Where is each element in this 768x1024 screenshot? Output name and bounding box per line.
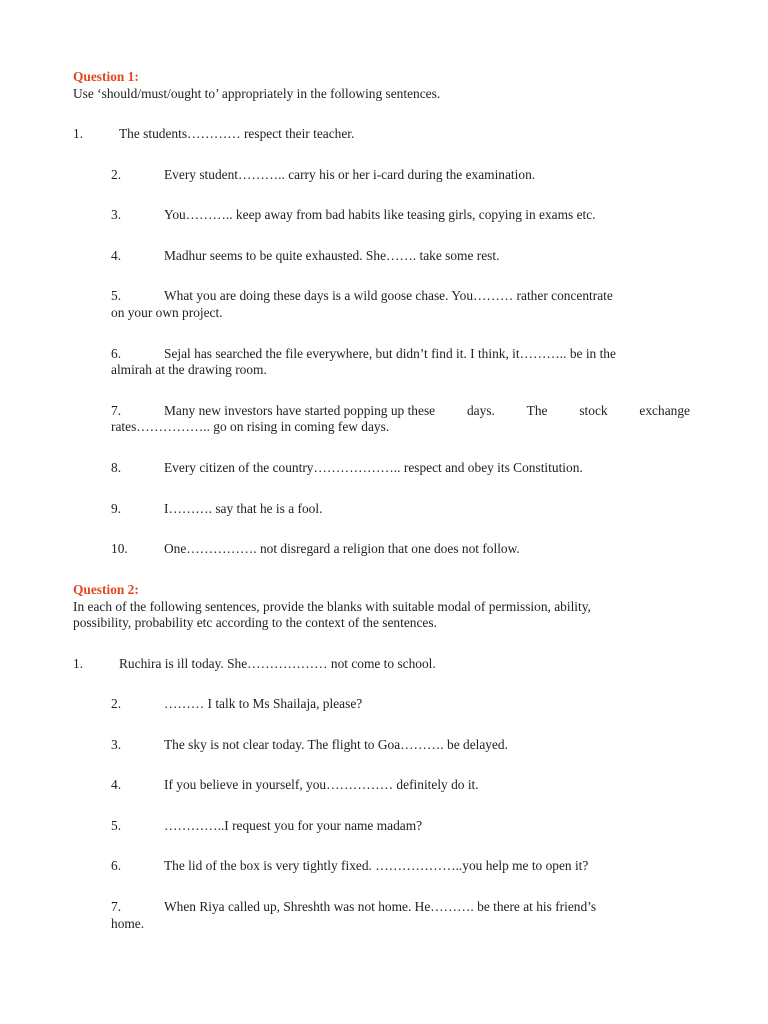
q1-item-4-number: 4. xyxy=(111,248,122,263)
q1-item-2-text: Every student……….. carry his or her i-card during the examination. xyxy=(164,167,536,182)
q1-item-10-text: One……………. not disregard a religion that one does not follow. xyxy=(164,541,520,556)
q1-item-4-text: Madhur seems to be quite exhausted. She……. take some rest. xyxy=(164,248,500,263)
q2-item-7-continuation: home. xyxy=(111,916,145,931)
question-1-heading: Question 1: xyxy=(73,69,139,84)
q1-item-7-number: 7. xyxy=(111,403,122,418)
q1-item-8-text: Every citizen of the country……………….. respect and obey its Constitution. xyxy=(164,460,583,475)
q1-item-7-continuation: rates…………….. go on rising in coming few days. xyxy=(111,419,390,434)
q2-item-5-text: …………..I request you for your name madam? xyxy=(164,818,423,833)
q2-item-4-text: If you believe in yourself, you…………… definitely do it. xyxy=(164,777,479,792)
q2-item-1-number: 1. xyxy=(73,656,84,671)
q2-item-6-number: 6. xyxy=(111,858,122,873)
question-2-instruction-line: possibility, probability etc according to the context of the sentences. xyxy=(73,615,437,630)
q2-item-1-text: Ruchira is ill today. She……………… not come to school. xyxy=(119,656,436,671)
q1-item-3-text: You……….. keep away from bad habits like teasing girls, copying in exams etc. xyxy=(164,207,596,222)
q1-item-7-word: The xyxy=(526,403,548,418)
q2-item-2-text: ……… I talk to Ms Shailaja, please? xyxy=(164,696,363,711)
q1-item-8-number: 8. xyxy=(111,460,122,475)
question-2-instruction-line: In each of the following sentences, provide the blanks with suitable modal of permission, ability, xyxy=(73,599,591,614)
q2-item-4-number: 4. xyxy=(111,777,122,792)
q1-item-5-text: What you are doing these days is a wild goose chase. You……… rather concentrate xyxy=(164,288,613,303)
question-2-heading: Question 2: xyxy=(73,582,139,597)
q1-item-7-word: days. xyxy=(466,403,495,418)
q1-item-10-number: 10. xyxy=(111,541,128,556)
q2-item-3-number: 3. xyxy=(111,737,122,752)
q2-item-3-text: The sky is not clear today. The flight to Goa………. be delayed. xyxy=(164,737,508,752)
q1-item-7-word: exchange xyxy=(639,403,690,418)
q1-item-2-number: 2. xyxy=(111,167,122,182)
q2-item-7-number: 7. xyxy=(111,899,122,914)
q1-item-7-text xyxy=(164,403,690,419)
q2-item-2-number: 2. xyxy=(111,696,122,711)
q1-item-1-number: 1. xyxy=(73,126,84,141)
q1-item-7-word: stock xyxy=(579,403,608,418)
q1-item-7-word: Many new investors have started popping up these xyxy=(164,403,436,418)
question-1-instruction: Use ‘should/must/ought to’ appropriately in the following sentences. xyxy=(73,86,441,101)
q2-item-6-text: The lid of the box is very tightly fixed. ………………..you help me to open it? xyxy=(164,858,589,873)
q2-item-5-number: 5. xyxy=(111,818,122,833)
q1-item-9-text: I………. say that he is a fool. xyxy=(164,501,323,516)
q1-item-1-text: The students………… respect their teacher. xyxy=(119,126,355,141)
q1-item-5-number: 5. xyxy=(111,288,122,303)
q1-item-9-number: 9. xyxy=(111,501,122,516)
q1-item-3-number: 3. xyxy=(111,207,122,222)
q2-item-7-text: When Riya called up, Shreshth was not home. He………. be there at his friend’s xyxy=(164,899,597,914)
q1-item-6-text: Sejal has searched the file everywhere, but didn’t find it. I think, it……….. be in the xyxy=(164,346,616,361)
q1-item-5-continuation: on your own project. xyxy=(111,305,223,320)
q1-item-6-number: 6. xyxy=(111,346,122,361)
q1-item-6-continuation: almirah at the drawing room. xyxy=(111,362,267,377)
